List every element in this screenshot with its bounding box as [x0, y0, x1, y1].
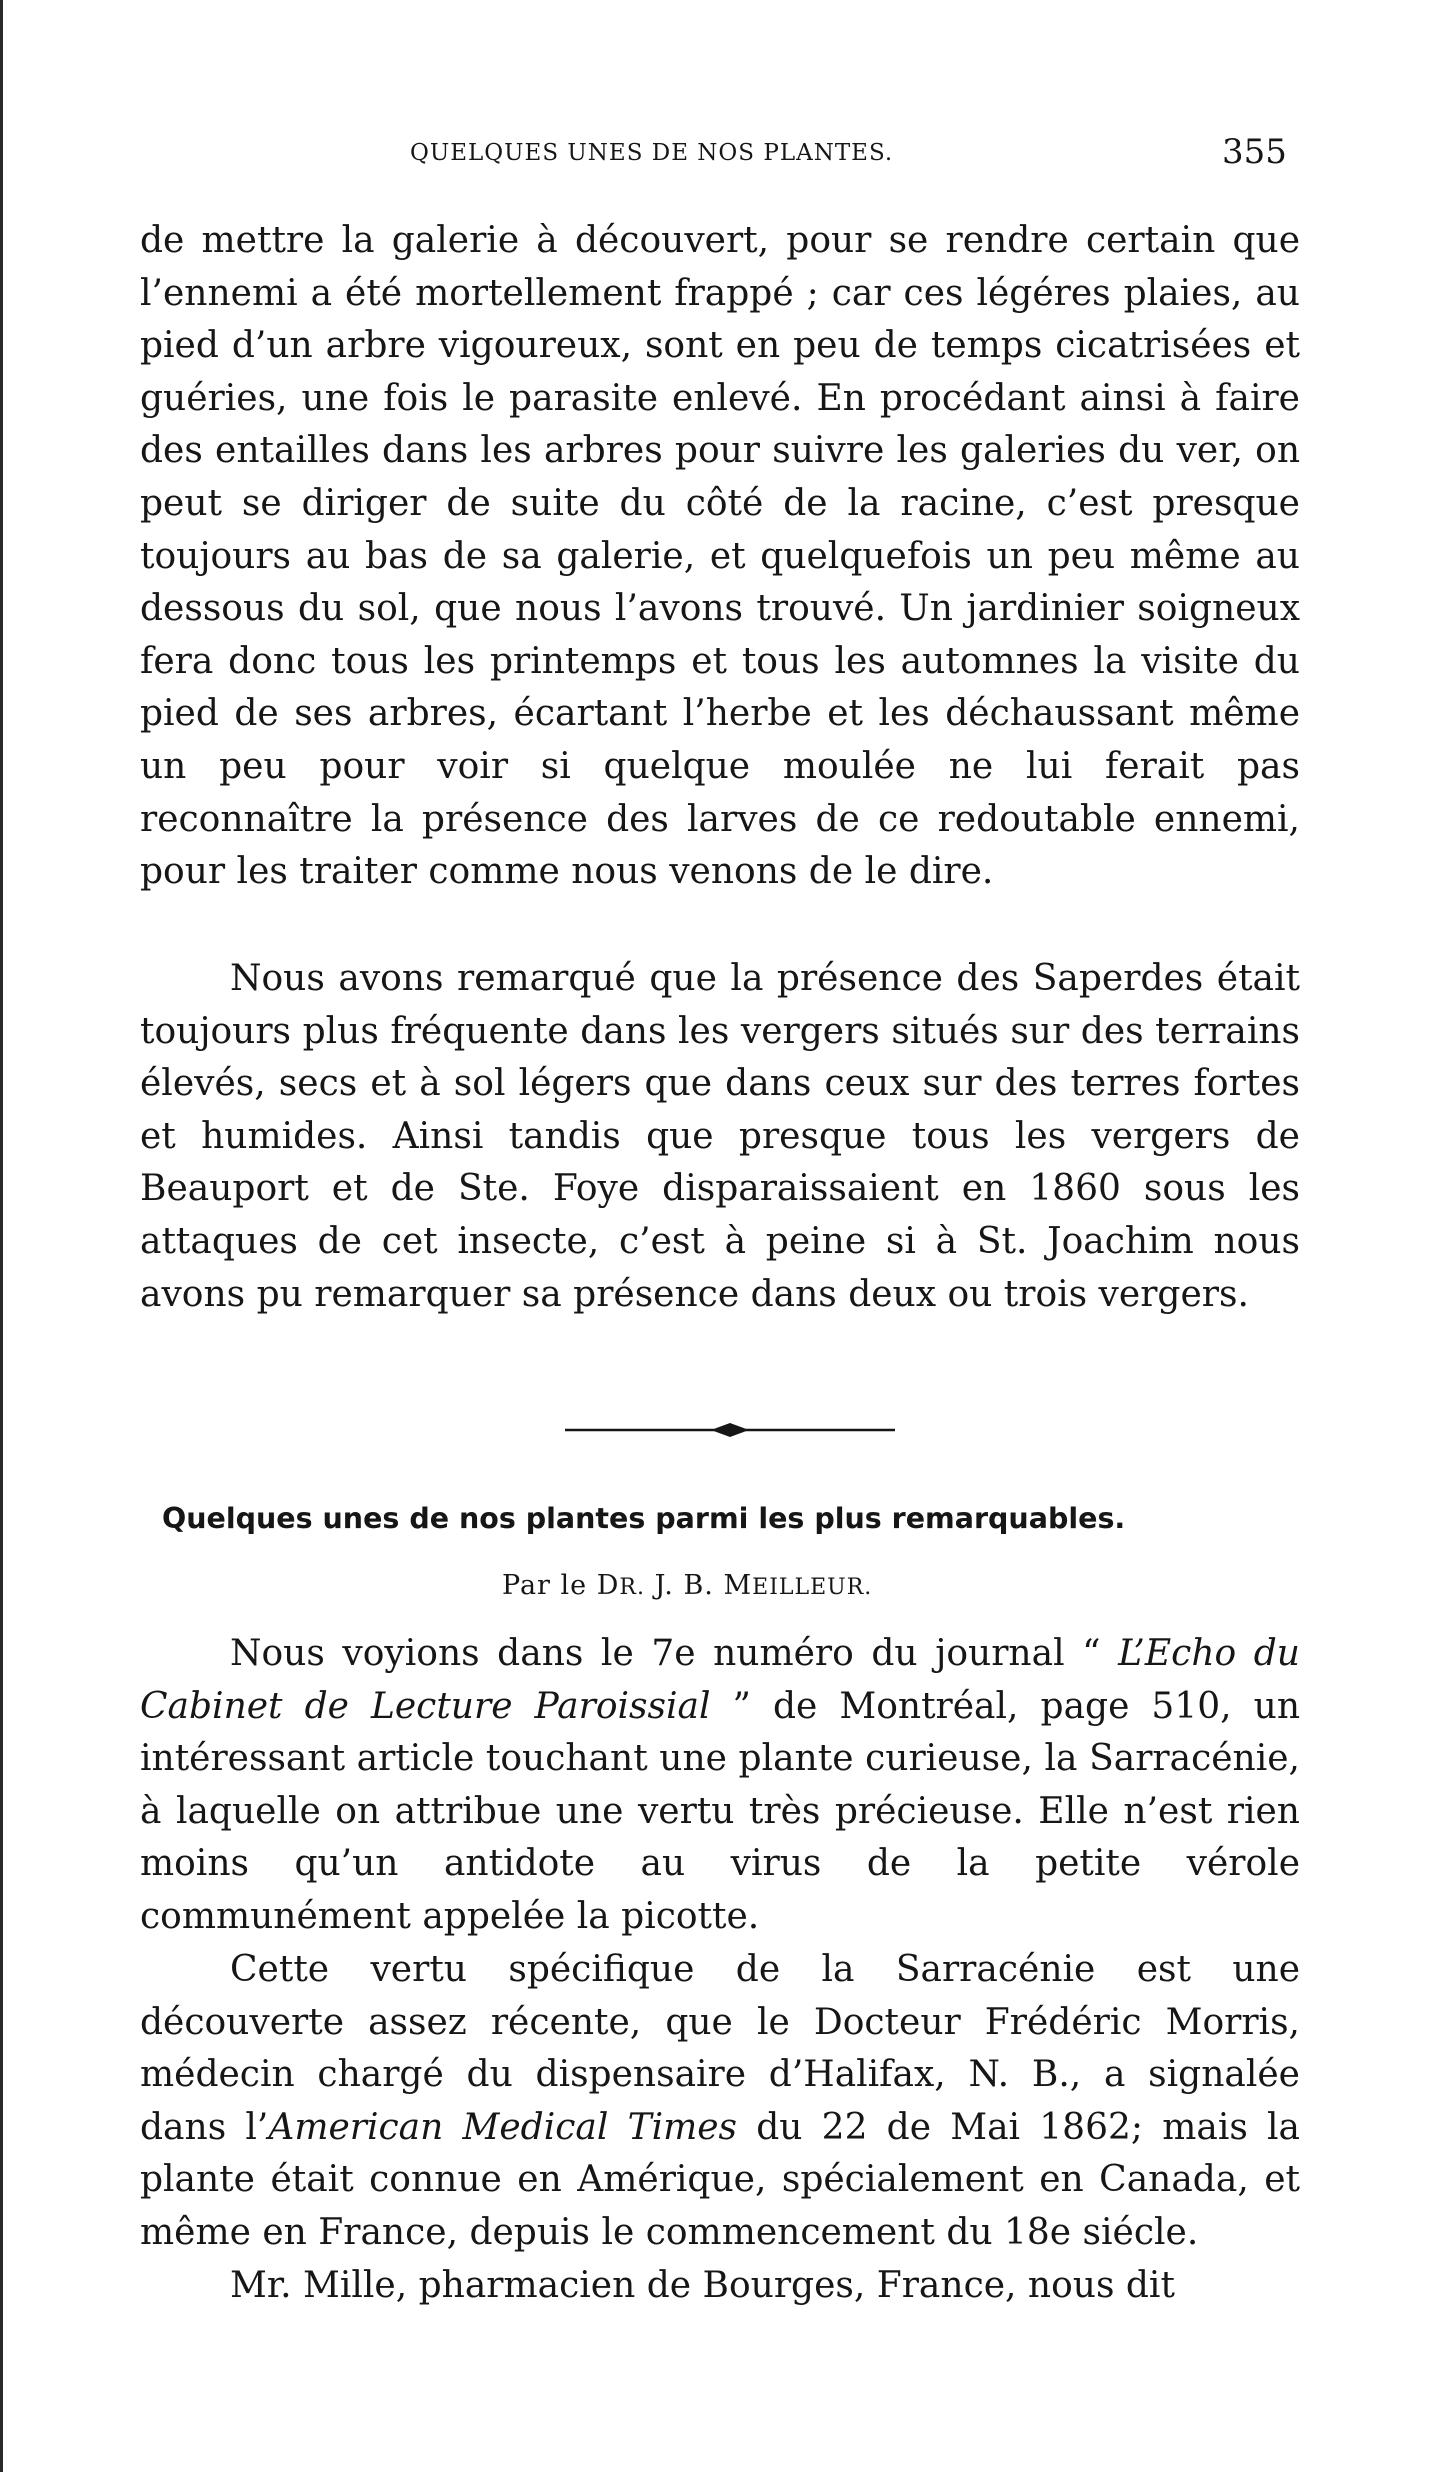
page-edge-line: [0, 0, 3, 2472]
paragraph-mille: Mr. Mille, pharmacien de Bourges, France, nous dit: [230, 2265, 1175, 2306]
paragraph-text: du 22 de Mai 1862; mais la plante était connue en Amérique, spécialement en Canada, et même en France, depuis le commencement du 18e siécle.: [140, 2106, 1300, 2253]
byline-surname-rest: EILLEUR.: [752, 1575, 873, 1600]
byline-prefix: Par le: [502, 1570, 588, 1601]
paragraph-sarracenie: [140, 1944, 1300, 2260]
running-header-title: QUELQUES UNES DE NOS PLANTES.: [410, 140, 894, 166]
journal-title: American Medical Times: [268, 2106, 738, 2148]
article-byline: [502, 1570, 872, 1601]
byline-surname-initial: M: [723, 1570, 753, 1601]
paragraph-text: Nous voyions dans le 7e numéro du journal “: [230, 1633, 1119, 1674]
page-number: 355: [1222, 132, 1287, 172]
byline-initials: J. B.: [654, 1570, 714, 1601]
section-divider-ornament: [565, 1418, 895, 1442]
byline-title-rest: R.: [619, 1575, 645, 1600]
paragraph-saperdes: Nous avons remarqué que la présence des Saperdes était toujours plus fréquente dans les vergers situés sur des terrains élevés, secs et à sol légers que dans ceux sur des terres fortes et humides. Ainsi tandis que presque tous les vergers de Beauport et de Ste. Foye disparaissaient en 1860 sous les attaques de cet insecte, c’est à peine si à St. Joachim nous avons pu remarquer sa présence dans deux ou trois vergers.: [140, 958, 1300, 1315]
paragraph-echo-journal: [140, 1628, 1300, 1944]
article-title: Quelques unes de nos plantes parmi les plus remarquables.: [162, 1502, 1126, 1535]
byline-title-initial: D: [596, 1570, 620, 1601]
paragraph-continuation: de mettre la galerie à découvert, pour se rendre certain que l’ennemi a été mortellement frappé ; car ces légéres plaies, au pied d’un arbre vigoureux, sont en peu de temps cicatrisées et guéries, une fois le parasite enlevé. En procédant ainsi à faire des entailles dans les arbres pour suivre les galeries du ver, on peut se diriger de suite du côté de la racine, c’est presque toujours au bas de sa galerie, et quelquefois un peu même au dessous du sol, que nous l’avons trouvé. Un jardinier soigneux fera donc tous les printemps et tous les automnes la visite du pied de ses arbres, écartant l’herbe et les déchaussant même un peu pour voir si quelque moulée ne lui ferait pas reconnaître la présence des larves de ce redoutable ennemi, pour les traiter comme nous venons de le dire.: [140, 220, 1300, 893]
paragraph-text: ” de Montréal, page 510, un intéressant article touchant une plante curieuse, la Sarracénie, à laquelle on attribue une vertu très précieuse. Elle n’est rien moins qu’un antidote au virus de la petite vérole communément appelée la picotte.: [140, 1685, 1301, 1937]
paragraph-text: Cette vertu spécifique de la Sarracénie est une découverte assez récente, que le Docteur Frédéric Morris, médecin chargé du dispensaire d’Halifax, N. B., a signalée dans l’: [140, 1949, 1300, 2148]
journal-title: L’Echo du Cabinet de Lecture Paroissial: [140, 1633, 1300, 1727]
